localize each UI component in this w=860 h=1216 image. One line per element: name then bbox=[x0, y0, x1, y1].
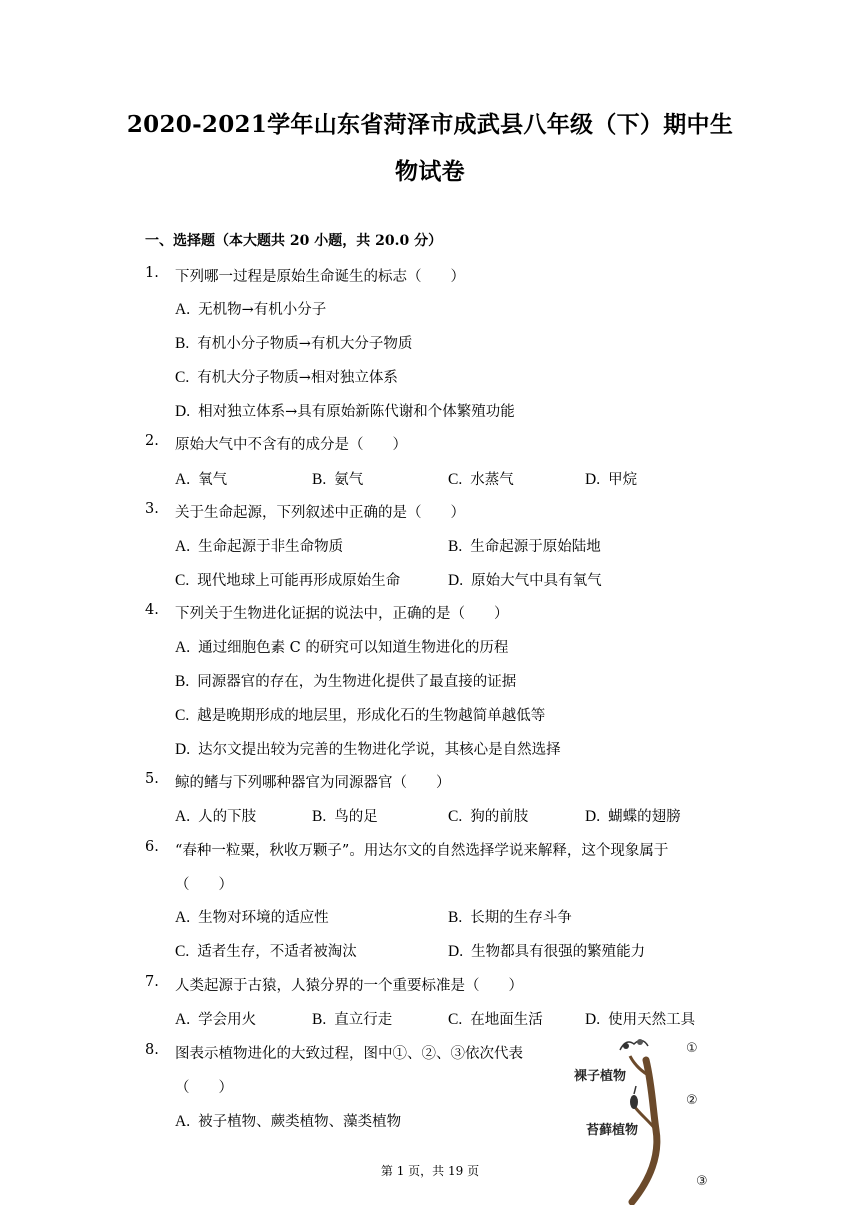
option-8a bbox=[175, 1110, 401, 1131]
option-text: 原始大气中具有氧气 bbox=[471, 573, 602, 589]
option-text: 狗的前肢 bbox=[470, 809, 529, 825]
page-title-line1: 2020-2021学年山东省菏泽市成武县八年级（下）期中生 bbox=[126, 111, 734, 138]
mark-1: ① bbox=[686, 1041, 698, 1056]
option-key: B. bbox=[448, 538, 463, 555]
option-text: 有机大分子物质→相对独立体系 bbox=[197, 370, 398, 386]
option-key: B. bbox=[312, 808, 327, 825]
option-5a bbox=[175, 805, 256, 826]
option-text: 学会用火 bbox=[198, 1012, 257, 1028]
option-7d bbox=[585, 1008, 695, 1029]
option-text: 相对独立体系→具有原始新陈代谢和个体繁殖功能 bbox=[198, 404, 515, 420]
option-text: 达尔文提出较为完善的生物进化学说，其核心是自然选择 bbox=[198, 742, 561, 758]
option-key: C. bbox=[448, 808, 463, 825]
option-key: C. bbox=[175, 369, 190, 386]
question-number: 4. bbox=[145, 602, 159, 618]
option-key: B. bbox=[312, 471, 327, 488]
option-7a bbox=[175, 1008, 256, 1029]
option-key: D. bbox=[448, 943, 464, 960]
question-number: 2. bbox=[145, 433, 159, 449]
option-key: A. bbox=[175, 471, 191, 488]
option-3a bbox=[175, 535, 343, 556]
option-2c bbox=[448, 468, 514, 489]
option-text: 生物都具有很强的繁殖能力 bbox=[471, 944, 646, 960]
option-text: 甲烷 bbox=[608, 472, 638, 488]
mark-3: ③ bbox=[696, 1174, 708, 1189]
option-5b bbox=[312, 805, 378, 826]
question-number: 6. bbox=[145, 839, 159, 855]
option-3d bbox=[448, 569, 602, 590]
question-text: 原始大气中不含有的成分是（ ） bbox=[175, 437, 407, 453]
option-text: 适者生存，不适者被淘汰 bbox=[197, 944, 357, 960]
option-6c bbox=[175, 940, 357, 961]
option-text: 人的下肢 bbox=[198, 809, 257, 825]
gymnosperm-plant-icon bbox=[620, 1039, 648, 1050]
option-1b bbox=[175, 332, 412, 353]
option-4b bbox=[175, 670, 516, 691]
option-key: D. bbox=[585, 471, 601, 488]
question-text: 关于生命起源，下列叙述中正确的是（ ） bbox=[175, 505, 465, 521]
option-5d bbox=[585, 805, 681, 826]
option-2d bbox=[585, 468, 637, 489]
option-6a bbox=[175, 906, 329, 927]
option-1a bbox=[175, 298, 326, 319]
option-key: C. bbox=[175, 943, 190, 960]
mark-2: ② bbox=[686, 1093, 698, 1108]
question-6-paren: （ ） bbox=[175, 877, 233, 893]
option-text: 越是晚期形成的地层里，形成化石的生物越简单越低等 bbox=[197, 708, 546, 724]
option-2a bbox=[175, 468, 227, 489]
option-key: C. bbox=[175, 572, 190, 589]
option-text: 被子植物、蕨类植物、藻类植物 bbox=[198, 1114, 402, 1130]
option-text: 鸟的足 bbox=[334, 809, 378, 825]
option-text: 直立行走 bbox=[334, 1012, 393, 1028]
option-4c bbox=[175, 704, 545, 725]
option-key: D. bbox=[448, 572, 464, 589]
option-7b bbox=[312, 1008, 392, 1029]
label-gymnosperm: 裸子植物 bbox=[574, 1069, 627, 1084]
option-text: 生命起源于非生命物质 bbox=[198, 539, 344, 555]
option-key: A. bbox=[175, 1113, 191, 1130]
question-number: 1. bbox=[145, 265, 159, 281]
question-text: 下列关于生物进化证据的说法中，正确的是（ ） bbox=[175, 606, 509, 622]
question-text: 鲸的鳍与下列哪种器官为同源器官（ ） bbox=[175, 775, 451, 791]
question-text: “春种一粒粟，秋收万颗子”。用达尔文的自然选择学说来解释，这个现象属于 bbox=[175, 843, 669, 859]
option-key: A. bbox=[175, 538, 191, 555]
option-key: A. bbox=[175, 909, 191, 926]
option-text: 在地面生活 bbox=[470, 1012, 543, 1028]
option-text: 使用天然工具 bbox=[608, 1012, 696, 1028]
option-text: 水蒸气 bbox=[470, 472, 514, 488]
option-key: A. bbox=[175, 301, 191, 318]
option-4d bbox=[175, 738, 561, 759]
option-key: D. bbox=[585, 808, 601, 825]
option-text: 同源器官的存在，为生物进化提供了最直接的证据 bbox=[197, 674, 517, 690]
option-3c bbox=[175, 569, 400, 590]
option-text: 长期的生存斗争 bbox=[470, 910, 572, 926]
option-key: D. bbox=[175, 741, 191, 758]
option-text: 通过细胞色素 C 的研究可以知道生物进化的历程 bbox=[198, 640, 509, 656]
option-6d bbox=[448, 940, 645, 961]
question-text: 下列哪一过程是原始生命诞生的标志（ ） bbox=[175, 269, 465, 285]
option-key: D. bbox=[585, 1011, 601, 1028]
question-number: 3. bbox=[145, 501, 159, 517]
question-text: 人类起源于古猿，人猿分界的一个重要标准是（ ） bbox=[175, 978, 523, 994]
moss-plant-icon bbox=[630, 1086, 638, 1109]
option-key: A. bbox=[175, 808, 191, 825]
option-key: B. bbox=[312, 1011, 327, 1028]
question-8-paren: （ ） bbox=[175, 1080, 233, 1096]
option-2b bbox=[312, 468, 363, 489]
option-text: 生命起源于原始陆地 bbox=[470, 539, 601, 555]
option-key: C. bbox=[175, 707, 190, 724]
option-key: B. bbox=[175, 335, 190, 352]
option-key: C. bbox=[448, 1011, 463, 1028]
option-text: 氨气 bbox=[334, 472, 364, 488]
question-number: 7. bbox=[145, 974, 159, 990]
option-5c bbox=[448, 805, 528, 826]
option-1c bbox=[175, 366, 398, 387]
option-key: B. bbox=[448, 909, 463, 926]
option-key: A. bbox=[175, 639, 191, 656]
option-text: 无机物→有机小分子 bbox=[198, 302, 327, 318]
option-text: 现代地球上可能再形成原始生命 bbox=[197, 573, 401, 589]
option-3b bbox=[448, 535, 601, 556]
page-footer: 第 1 页，共 19 页 bbox=[380, 1164, 480, 1178]
page-title-line2: 物试卷 bbox=[395, 158, 465, 185]
option-key: D. bbox=[175, 403, 191, 420]
option-text: 蝴蝶的翅膀 bbox=[608, 809, 681, 825]
option-text: 生物对环境的适应性 bbox=[198, 910, 329, 926]
label-moss: 苔藓植物 bbox=[586, 1123, 639, 1138]
option-text: 氧气 bbox=[198, 472, 228, 488]
option-1d bbox=[175, 400, 515, 421]
option-key: C. bbox=[448, 471, 463, 488]
question-text: 图表示植物进化的大致过程，图中①、②、③依次代表 bbox=[175, 1046, 523, 1062]
question-number: 8. bbox=[145, 1042, 159, 1058]
option-text: 有机小分子物质→有机大分子物质 bbox=[197, 336, 413, 352]
option-key: B. bbox=[175, 673, 190, 690]
option-7c bbox=[448, 1008, 543, 1029]
option-6b bbox=[448, 906, 572, 927]
section-heading: 一、选择题（本大题共 20 小题，共 20.0 分） bbox=[145, 233, 443, 249]
option-4a bbox=[175, 636, 508, 657]
question-number: 5. bbox=[145, 771, 159, 787]
option-key: A. bbox=[175, 1011, 191, 1028]
